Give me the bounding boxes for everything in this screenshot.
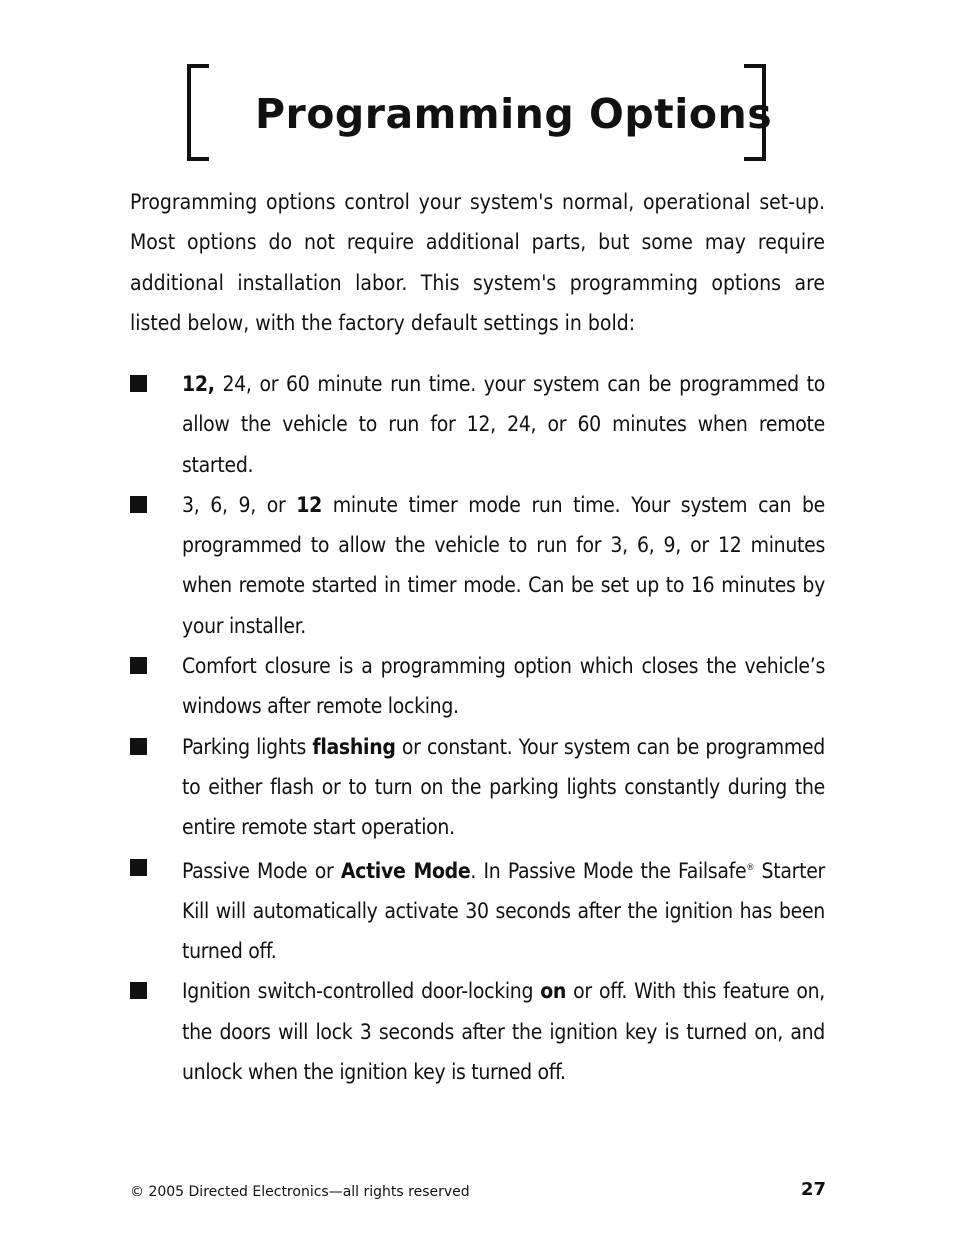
option-door-locking bbox=[130, 971, 825, 1092]
option-comfort-closure bbox=[130, 646, 825, 727]
option-run-time bbox=[130, 364, 825, 485]
square-bullet-icon bbox=[130, 375, 147, 392]
page-number: 27 bbox=[800, 1179, 826, 1200]
option-timer-mode bbox=[130, 485, 825, 646]
square-bullet-icon bbox=[130, 859, 147, 876]
square-bullet-icon bbox=[130, 738, 147, 755]
option-parking-lights bbox=[130, 727, 825, 848]
option-text: Parking lights flashing or constant. Your system can be programmed to either flash or to turn on the parking lights constantly during the entire remote start operation. bbox=[182, 734, 825, 840]
option-text: 3, 6, 9, or 12 minute timer mode run time. Your system can be programmed to allow the vehicle to run for 3, 6, 9, or 12 minutes when remote started in timer mode. Can be set up to 16 minutes by your installer. bbox=[182, 492, 826, 638]
square-bullet-icon bbox=[130, 982, 147, 999]
option-text: Comfort closure is a programming option which closes the vehicle’s windows after remote locking. bbox=[182, 654, 825, 719]
registered-mark: ® bbox=[746, 862, 755, 873]
square-bullet-icon bbox=[130, 657, 147, 674]
footer-copyright: © 2005 Directed Electronics—all rights reserved bbox=[130, 1184, 470, 1200]
page-title: Programming Options bbox=[255, 90, 773, 138]
option-passive-active-mode bbox=[130, 848, 825, 972]
options-list bbox=[130, 364, 825, 1092]
intro-paragraph: Programming options control your system's normal, operational set-up. Most options do not require additional parts, but some may require additional installation labor. This system's programming options are listed below, with the factory default settings in bold: bbox=[130, 190, 825, 335]
option-text: 12, 24, or 60 minute run time. your system can be programmed to allow the vehicle to run for 12, 24, or 60 minutes when remote started. bbox=[182, 372, 825, 477]
left-bracket-decoration bbox=[187, 64, 209, 161]
option-text: Passive Mode or Active Mode. In Passive Mode the Failsafe® Starter Kill will automatically activate 30 seconds after the ignition has been turned off. bbox=[182, 858, 825, 964]
square-bullet-icon bbox=[130, 496, 147, 513]
option-text: Ignition switch-controlled door-locking on or off. With this feature on, the doors will lock 3 seconds after the ignition key is turned on, and unlock when the ignition key is turned off. bbox=[182, 979, 825, 1085]
